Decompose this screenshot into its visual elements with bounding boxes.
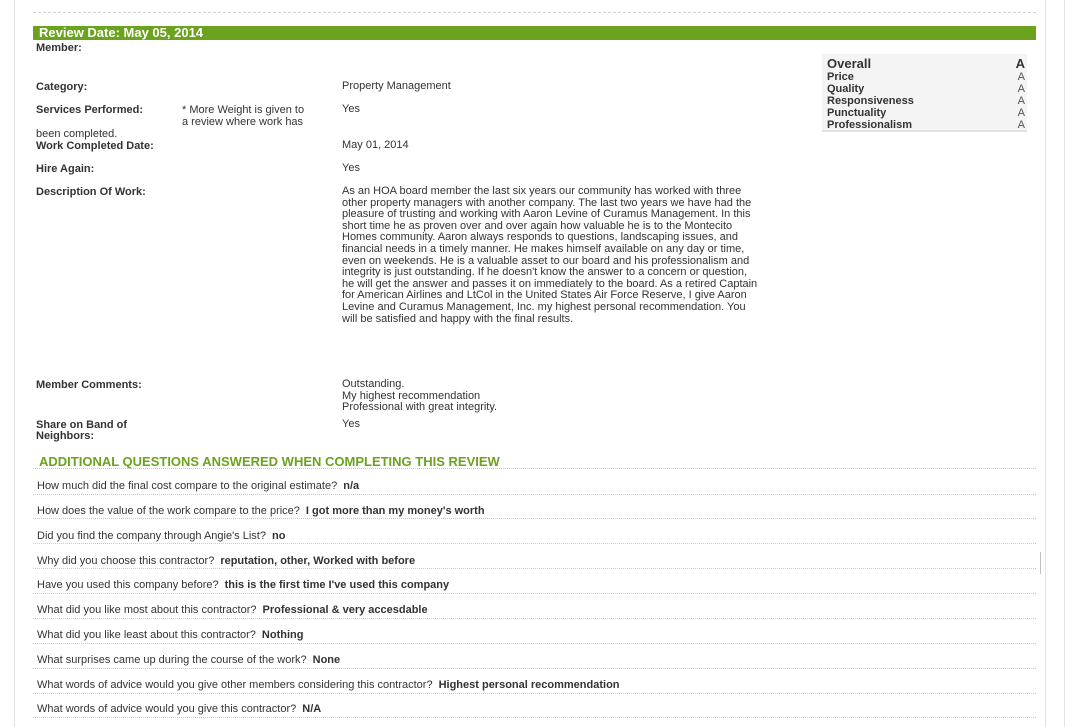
hire-again-label: Hire Again:	[36, 163, 95, 175]
question-answer: no	[271, 530, 286, 542]
services-note-line-3: been completed.	[36, 128, 118, 140]
work-completed-value: May 01, 2014	[342, 139, 409, 151]
question-answer: this is the first time I've used this company	[224, 579, 450, 591]
question-divider	[33, 668, 1036, 669]
question-divider	[33, 468, 1036, 469]
hire-again-value: Yes	[342, 162, 360, 174]
question-row	[37, 679, 620, 691]
question-text: How much did the final cost compare to the original estimate?	[37, 480, 338, 492]
rating-overall	[827, 57, 1025, 71]
question-divider	[33, 593, 1036, 594]
question-text: What did you like most about this contractor?	[37, 604, 257, 616]
question-text: Have you used this company before?	[37, 579, 219, 591]
rating-grade: A	[1017, 119, 1025, 131]
question-divider	[33, 643, 1036, 644]
question-divider	[33, 568, 1036, 569]
rating-grade: A	[1017, 95, 1025, 107]
question-divider	[33, 494, 1036, 495]
rating-row-punctuality	[827, 107, 1025, 119]
question-answer: Nothing	[261, 629, 304, 641]
question-text: Why did you choose this contractor?	[37, 555, 215, 567]
description-value: As an HOA board member the last six years our community has worked with three other property managers with another company. The last two years we have had the pleasure of trusting and working with Aaron Levine of Curamus Management. In this short time he as proven over and over again how valuable he is to the Montecito Homes community. Aaron always responds to questions, landscaping issues, and financial needs in a timely manner. He makes himself available on any day or time, even on weekends. He is a valuable asset to our board and his professionalism and integrity is just outstanding. If he doesn't know the answer to a concern or question, he will get the answer and passes it on immediately to the board. As a retired Captain for American Airlines and LtCol in the United States Air Force Reserve, I give Aaron Levine and Curamus Management, Inc. my highest personal recommendation. You will be satisfied and happy with the final results.	[342, 185, 758, 325]
question-answer: n/a	[343, 480, 360, 492]
question-divider	[33, 543, 1036, 544]
question-text: Did you find the company through Angie's List?	[37, 530, 266, 542]
rating-row-professionalism	[827, 119, 1025, 131]
review-date-header	[33, 26, 1036, 40]
question-answer: N/A	[302, 703, 322, 715]
question-row	[37, 480, 359, 492]
services-label: Services Performed:	[36, 104, 143, 116]
services-value: Yes	[342, 103, 360, 115]
rating-overall-label: Overall	[827, 56, 872, 71]
question-divider	[33, 518, 1036, 519]
services-note-line-1: * More Weight is given to	[182, 104, 305, 116]
question-answer: I got more than my money's worth	[305, 505, 485, 517]
additional-questions-title: ADDITIONAL QUESTIONS ANSWERED WHEN COMPLETING THIS REVIEW	[39, 454, 500, 469]
rating-label: Professionalism	[827, 119, 912, 131]
question-text: What surprises came up during the course of the work?	[37, 654, 307, 666]
work-completed-label: Work Completed Date:	[36, 140, 154, 152]
share-label-line-1: Share on Band of	[36, 419, 128, 431]
description-label: Description Of Work:	[36, 186, 146, 198]
rating-grade: A	[1017, 83, 1025, 95]
question-answer: Highest personal recommendation	[438, 679, 620, 691]
question-row	[37, 530, 285, 542]
comments-value: Outstanding. My highest recommendation Professional with great integrity.	[342, 378, 498, 414]
rating-label: Punctuality	[827, 107, 887, 119]
rating-label: Responsiveness	[827, 95, 914, 107]
question-row	[37, 654, 340, 666]
rating-label: Price	[827, 71, 854, 83]
review-date: Review Date: May 05, 2014	[39, 25, 204, 40]
rating-row-quality	[827, 83, 1025, 95]
rating-label: Quality	[827, 83, 865, 95]
category-label: Category:	[36, 81, 88, 93]
scroll-tick	[1040, 552, 1041, 574]
question-text: What words of advice would you give this contractor?	[37, 703, 297, 715]
question-row	[37, 579, 449, 591]
member-label: Member:	[36, 42, 82, 54]
top-divider	[33, 12, 1036, 13]
share-value: Yes	[342, 418, 360, 430]
question-row	[37, 555, 415, 567]
ratings-panel	[822, 54, 1027, 132]
question-text: How does the value of the work compare to the price?	[37, 505, 300, 517]
rating-overall-grade: A	[1015, 56, 1025, 71]
question-answer: None	[312, 654, 341, 666]
question-row	[37, 629, 303, 641]
question-text: What words of advice would you give other members considering this contractor?	[37, 679, 433, 691]
comments-label: Member Comments:	[36, 379, 142, 391]
category-value: Property Management	[342, 80, 451, 92]
question-answer: Professional & very accesdable	[262, 604, 428, 616]
question-row	[37, 703, 321, 715]
rating-row-price	[827, 71, 1025, 83]
question-divider	[33, 618, 1036, 619]
services-note-line-2: a review where work has	[182, 116, 304, 128]
scroll-edge	[1064, 0, 1065, 727]
question-row	[37, 604, 428, 616]
rating-grade: A	[1017, 107, 1025, 119]
question-text: What did you like least about this contractor?	[37, 629, 256, 641]
rating-row-responsiveness	[827, 95, 1025, 107]
question-divider	[33, 717, 1036, 718]
question-row	[37, 505, 485, 517]
rating-grade: A	[1017, 71, 1025, 83]
question-answer: reputation, other, Worked with before	[220, 555, 416, 567]
question-divider	[33, 693, 1036, 694]
share-label-line-2: Neighbors:	[36, 430, 95, 442]
